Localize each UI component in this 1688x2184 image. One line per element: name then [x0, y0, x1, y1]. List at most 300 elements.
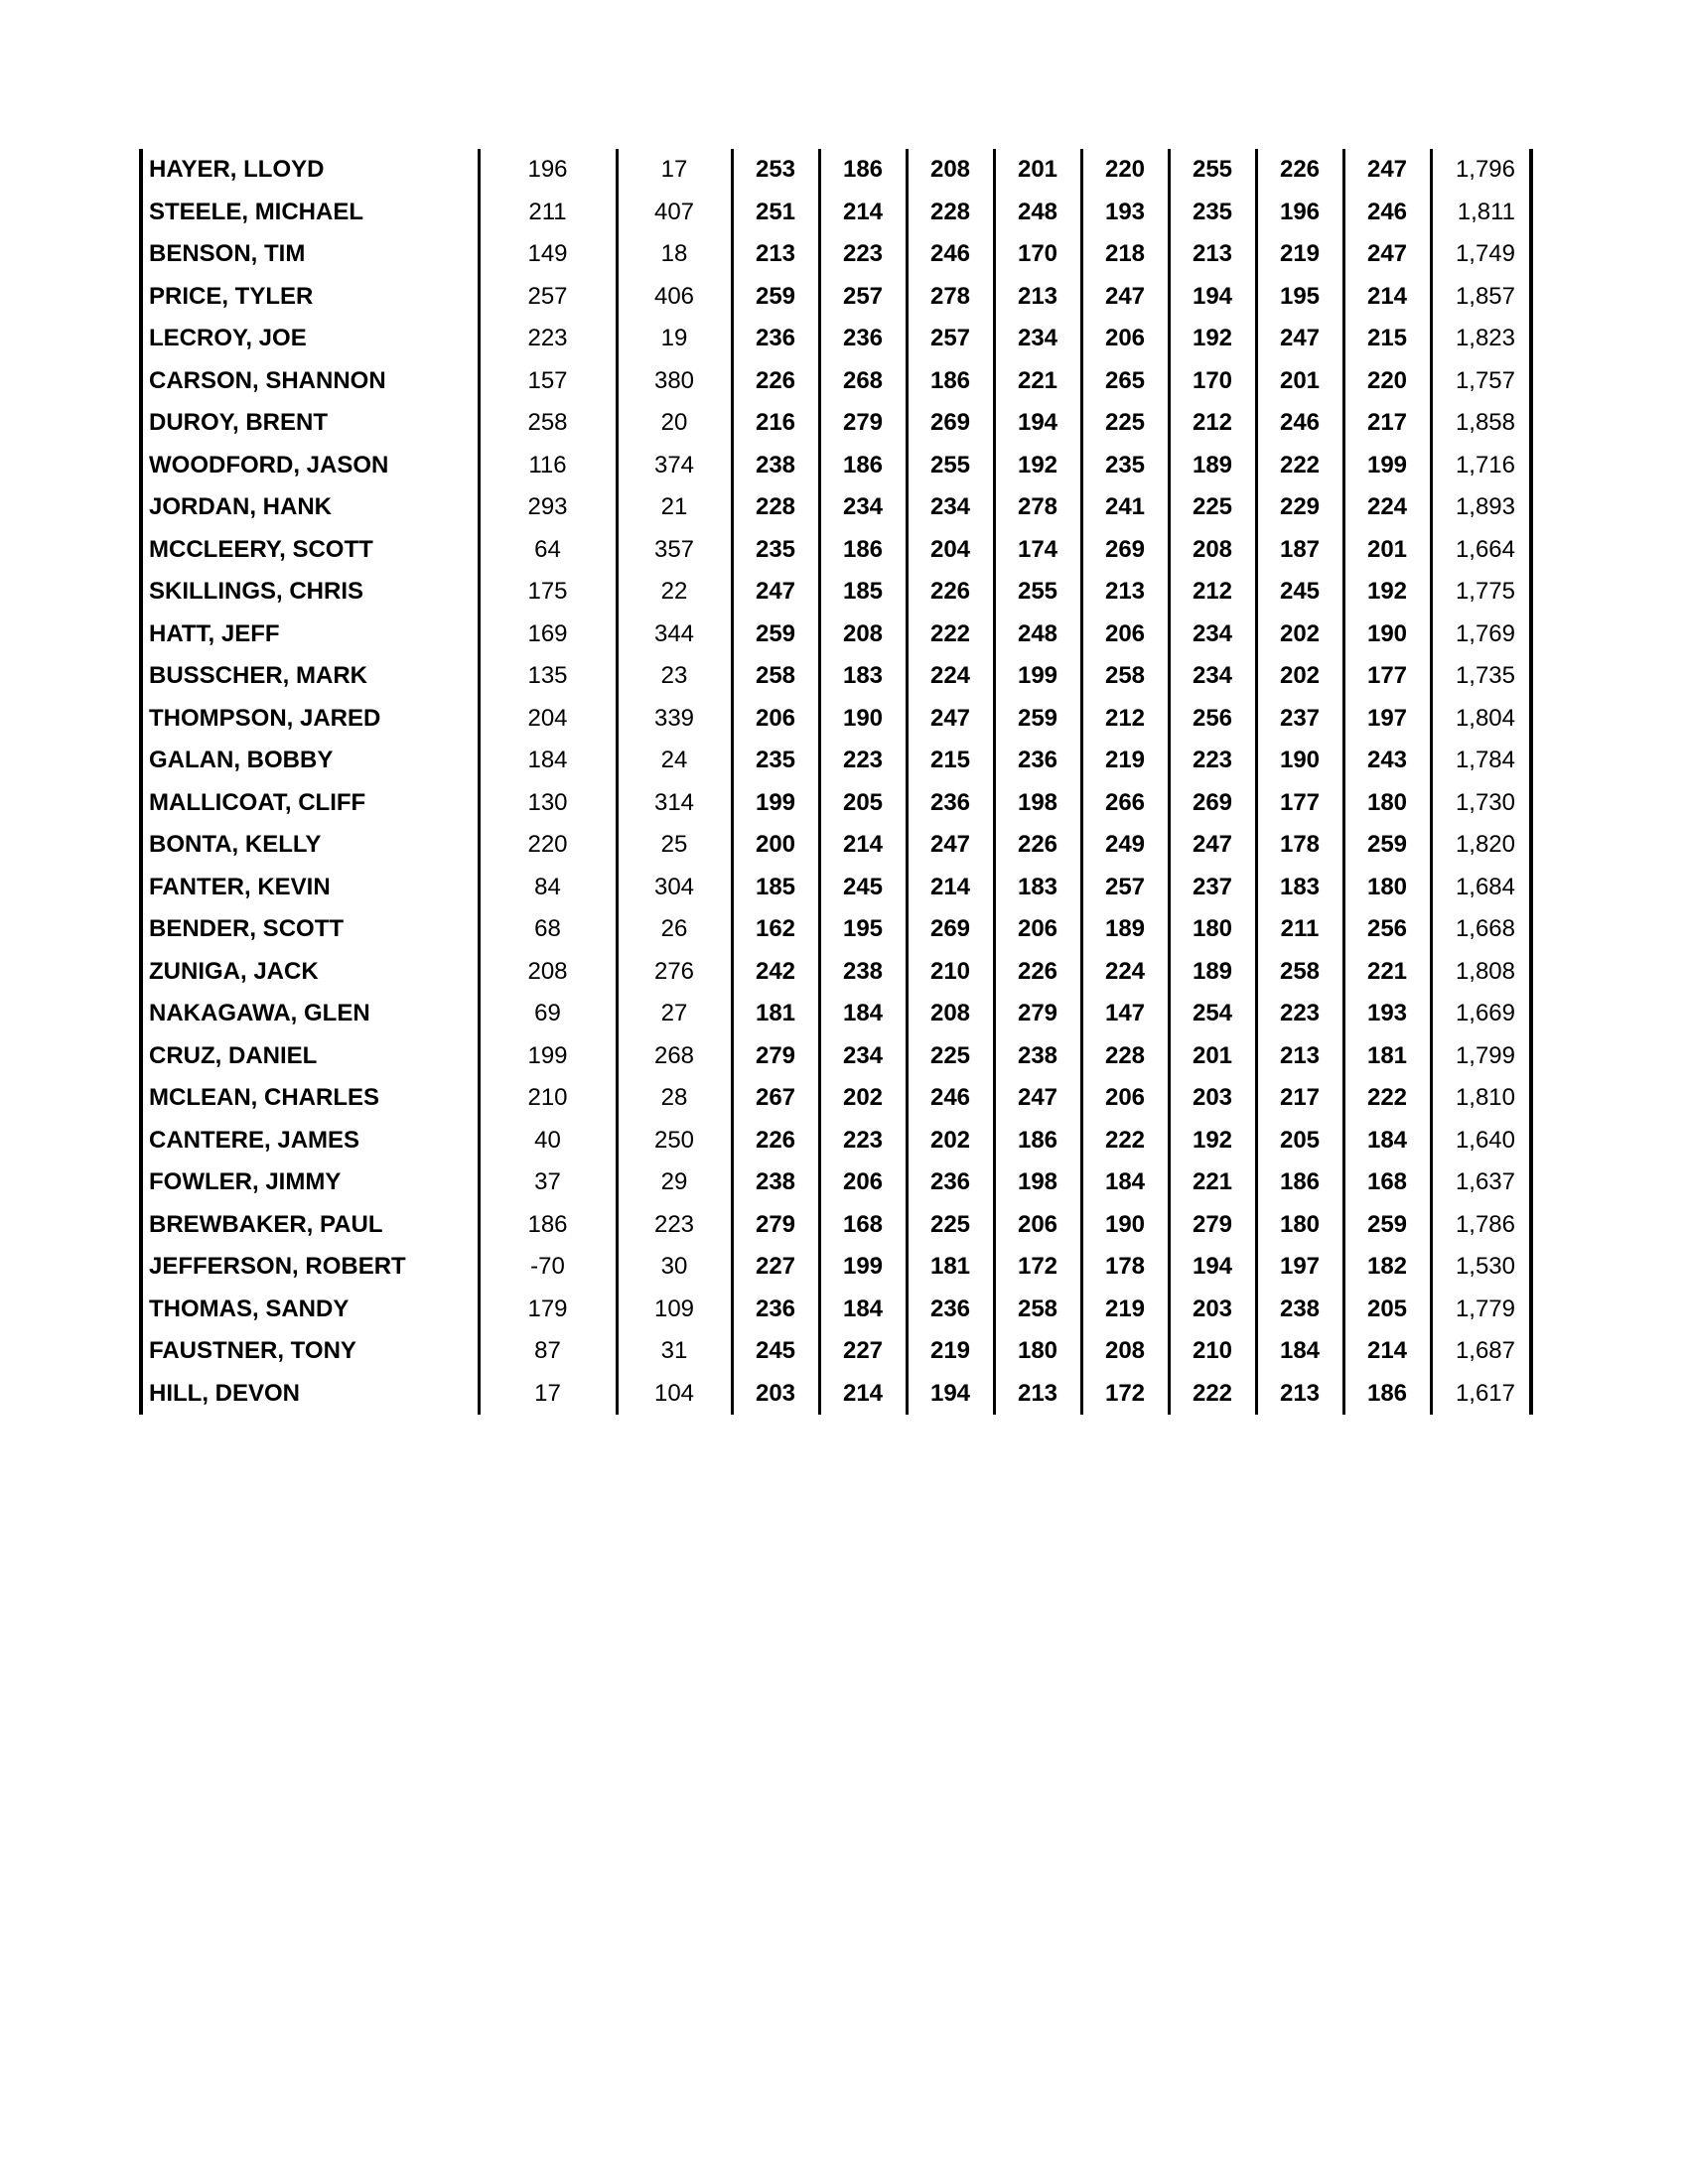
bowler-name: MCLEAN, CHARLES	[141, 1077, 479, 1120]
game-score-8: 205	[1343, 1289, 1431, 1331]
game-score-8: 193	[1343, 993, 1431, 1035]
cell-number: 339	[617, 698, 732, 741]
game-score-8: 180	[1343, 867, 1431, 909]
game-score-7: 202	[1256, 655, 1343, 698]
cell-value: 186	[479, 1204, 617, 1247]
game-score-6: 256	[1169, 698, 1256, 741]
game-score-8: 259	[1343, 1204, 1431, 1247]
game-score-3: 269	[907, 402, 994, 445]
game-score-5: 235	[1081, 445, 1169, 487]
total-score: 1,687	[1431, 1330, 1531, 1373]
game-score-4: 194	[994, 402, 1081, 445]
game-score-3: 246	[907, 1077, 994, 1120]
game-score-8: 181	[1343, 1035, 1431, 1078]
total-score: 1,769	[1431, 614, 1531, 656]
cell-value: 17	[479, 1373, 617, 1416]
bowler-name: CRUZ, DANIEL	[141, 1035, 479, 1078]
cell-value: 157	[479, 360, 617, 403]
game-score-1: 259	[732, 276, 819, 319]
table-row	[141, 698, 1531, 741]
table-row	[141, 993, 1531, 1035]
game-score-5: 193	[1081, 192, 1169, 234]
game-score-4: 180	[994, 1330, 1081, 1373]
total-score: 1,893	[1431, 486, 1531, 529]
game-score-1: 238	[732, 445, 819, 487]
game-score-2: 257	[819, 276, 907, 319]
game-score-1: 235	[732, 740, 819, 782]
bowler-name: JORDAN, HANK	[141, 486, 479, 529]
game-score-1: 253	[732, 149, 819, 192]
table-row	[141, 1204, 1531, 1247]
game-score-4: 221	[994, 360, 1081, 403]
game-score-7: 197	[1256, 1246, 1343, 1289]
game-score-1: 247	[732, 571, 819, 614]
game-score-7: 195	[1256, 276, 1343, 319]
total-score: 1,779	[1431, 1289, 1531, 1331]
bowler-name: FANTER, KEVIN	[141, 867, 479, 909]
game-score-5: 241	[1081, 486, 1169, 529]
game-score-6: 210	[1169, 1330, 1256, 1373]
cell-value: 184	[479, 740, 617, 782]
cell-value: 116	[479, 445, 617, 487]
score-table	[139, 149, 1533, 1415]
table-row	[141, 867, 1531, 909]
cell-value: 293	[479, 486, 617, 529]
game-score-3: 236	[907, 1289, 994, 1331]
game-score-6: 223	[1169, 740, 1256, 782]
game-score-3: 208	[907, 993, 994, 1035]
total-score: 1,640	[1431, 1120, 1531, 1162]
bowler-name: CARSON, SHANNON	[141, 360, 479, 403]
game-score-2: 186	[819, 529, 907, 572]
total-score: 1,669	[1431, 993, 1531, 1035]
table-row	[141, 445, 1531, 487]
table-row	[141, 740, 1531, 782]
cell-value: 169	[479, 614, 617, 656]
game-score-2: 223	[819, 1120, 907, 1162]
total-score: 1,668	[1431, 908, 1531, 951]
game-score-5: 266	[1081, 782, 1169, 825]
game-score-2: 184	[819, 1289, 907, 1331]
cell-number: 24	[617, 740, 732, 782]
game-score-4: 174	[994, 529, 1081, 572]
cell-number: 250	[617, 1120, 732, 1162]
game-score-3: 228	[907, 192, 994, 234]
game-score-3: 186	[907, 360, 994, 403]
cell-value: 220	[479, 824, 617, 867]
game-score-8: 247	[1343, 149, 1431, 192]
table-row	[141, 360, 1531, 403]
game-score-3: 247	[907, 824, 994, 867]
game-score-8: 217	[1343, 402, 1431, 445]
game-score-8: 221	[1343, 951, 1431, 994]
cell-number: 406	[617, 276, 732, 319]
cell-number: 268	[617, 1035, 732, 1078]
game-score-4: 186	[994, 1120, 1081, 1162]
cell-number: 26	[617, 908, 732, 951]
game-score-8: 168	[1343, 1161, 1431, 1204]
game-score-8: 222	[1343, 1077, 1431, 1120]
game-score-7: 196	[1256, 192, 1343, 234]
game-score-5: 220	[1081, 149, 1169, 192]
game-score-2: 168	[819, 1204, 907, 1247]
game-score-4: 213	[994, 1373, 1081, 1416]
game-score-8: 184	[1343, 1120, 1431, 1162]
table-row	[141, 192, 1531, 234]
game-score-8: 197	[1343, 698, 1431, 741]
game-score-2: 186	[819, 149, 907, 192]
game-score-5: 206	[1081, 318, 1169, 360]
game-score-2: 234	[819, 486, 907, 529]
table-row	[141, 1161, 1531, 1204]
game-score-2: 223	[819, 233, 907, 276]
game-score-8: 177	[1343, 655, 1431, 698]
cell-number: 344	[617, 614, 732, 656]
game-score-4: 183	[994, 867, 1081, 909]
game-score-3: 234	[907, 486, 994, 529]
game-score-3: 236	[907, 782, 994, 825]
cell-value: 135	[479, 655, 617, 698]
total-score: 1,757	[1431, 360, 1531, 403]
cell-value: 210	[479, 1077, 617, 1120]
table-row	[141, 1120, 1531, 1162]
game-score-3: 202	[907, 1120, 994, 1162]
game-score-1: 227	[732, 1246, 819, 1289]
game-score-4: 278	[994, 486, 1081, 529]
game-score-5: 228	[1081, 1035, 1169, 1078]
total-score: 1,857	[1431, 276, 1531, 319]
cell-number: 104	[617, 1373, 732, 1416]
table-row	[141, 1035, 1531, 1078]
game-score-7: 211	[1256, 908, 1343, 951]
total-score: 1,810	[1431, 1077, 1531, 1120]
game-score-4: 255	[994, 571, 1081, 614]
game-score-2: 279	[819, 402, 907, 445]
total-score: 1,786	[1431, 1204, 1531, 1247]
game-score-5: 208	[1081, 1330, 1169, 1373]
cell-value: 204	[479, 698, 617, 741]
bowler-name: BENDER, SCOTT	[141, 908, 479, 951]
game-score-2: 238	[819, 951, 907, 994]
bowler-name: FAUSTNER, TONY	[141, 1330, 479, 1373]
total-score: 1,784	[1431, 740, 1531, 782]
cell-value: 196	[479, 149, 617, 192]
score-table-body	[141, 149, 1531, 1415]
total-score: 1,796	[1431, 149, 1531, 192]
game-score-8: 201	[1343, 529, 1431, 572]
game-score-6: 201	[1169, 1035, 1256, 1078]
cell-value: 68	[479, 908, 617, 951]
game-score-1: 200	[732, 824, 819, 867]
game-score-4: 206	[994, 1204, 1081, 1247]
game-score-7: 219	[1256, 233, 1343, 276]
game-score-3: 225	[907, 1204, 994, 1247]
cell-number: 314	[617, 782, 732, 825]
bowler-name: BREWBAKER, PAUL	[141, 1204, 479, 1247]
total-score: 1,684	[1431, 867, 1531, 909]
game-score-1: 279	[732, 1035, 819, 1078]
game-score-7: 213	[1256, 1373, 1343, 1416]
game-score-6: 189	[1169, 445, 1256, 487]
game-score-5: 219	[1081, 1289, 1169, 1331]
cell-number: 22	[617, 571, 732, 614]
game-score-2: 202	[819, 1077, 907, 1120]
game-score-4: 206	[994, 908, 1081, 951]
game-score-7: 226	[1256, 149, 1343, 192]
bowler-name: BONTA, KELLY	[141, 824, 479, 867]
game-score-3: 219	[907, 1330, 994, 1373]
game-score-7: 258	[1256, 951, 1343, 994]
table-row	[141, 529, 1531, 572]
game-score-1: 226	[732, 1120, 819, 1162]
total-score: 1,811	[1431, 192, 1531, 234]
game-score-1: 236	[732, 318, 819, 360]
game-score-7: 177	[1256, 782, 1343, 825]
game-score-2: 183	[819, 655, 907, 698]
game-score-7: 184	[1256, 1330, 1343, 1373]
game-score-5: 222	[1081, 1120, 1169, 1162]
total-score: 1,775	[1431, 571, 1531, 614]
cell-number: 17	[617, 149, 732, 192]
game-score-6: 221	[1169, 1161, 1256, 1204]
game-score-4: 172	[994, 1246, 1081, 1289]
game-score-2: 205	[819, 782, 907, 825]
game-score-4: 198	[994, 782, 1081, 825]
table-row	[141, 951, 1531, 994]
game-score-4: 201	[994, 149, 1081, 192]
game-score-5: 206	[1081, 1077, 1169, 1120]
game-score-8: 247	[1343, 233, 1431, 276]
game-score-2: 206	[819, 1161, 907, 1204]
bowler-name: NAKAGAWA, GLEN	[141, 993, 479, 1035]
game-score-8: 243	[1343, 740, 1431, 782]
game-score-7: 237	[1256, 698, 1343, 741]
game-score-2: 186	[819, 445, 907, 487]
game-score-5: 172	[1081, 1373, 1169, 1416]
cell-number: 25	[617, 824, 732, 867]
game-score-1: 267	[732, 1077, 819, 1120]
cell-number: 276	[617, 951, 732, 994]
game-score-6: 234	[1169, 655, 1256, 698]
game-score-7: 217	[1256, 1077, 1343, 1120]
game-score-7: 187	[1256, 529, 1343, 572]
game-score-4: 259	[994, 698, 1081, 741]
game-score-8: 246	[1343, 192, 1431, 234]
cell-value: -70	[479, 1246, 617, 1289]
game-score-3: 255	[907, 445, 994, 487]
bowler-name: MALLICOAT, CLIFF	[141, 782, 479, 825]
game-score-4: 248	[994, 192, 1081, 234]
table-row	[141, 1330, 1531, 1373]
bowler-name: DUROY, BRENT	[141, 402, 479, 445]
game-score-7: 202	[1256, 614, 1343, 656]
table-row	[141, 233, 1531, 276]
game-score-1: 199	[732, 782, 819, 825]
total-score: 1,804	[1431, 698, 1531, 741]
game-score-8: 220	[1343, 360, 1431, 403]
game-score-7: 213	[1256, 1035, 1343, 1078]
game-score-1: 162	[732, 908, 819, 951]
cell-value: 69	[479, 993, 617, 1035]
game-score-8: 186	[1343, 1373, 1431, 1416]
game-score-1: 216	[732, 402, 819, 445]
game-score-1: 251	[732, 192, 819, 234]
bowler-name: LECROY, JOE	[141, 318, 479, 360]
game-score-1: 228	[732, 486, 819, 529]
game-score-3: 257	[907, 318, 994, 360]
total-score: 1,735	[1431, 655, 1531, 698]
game-score-6: 212	[1169, 571, 1256, 614]
game-score-3: 194	[907, 1373, 994, 1416]
game-score-1: 185	[732, 867, 819, 909]
game-score-8: 214	[1343, 1330, 1431, 1373]
total-score: 1,716	[1431, 445, 1531, 487]
cell-value: 64	[479, 529, 617, 572]
cell-number: 31	[617, 1330, 732, 1373]
game-score-7: 190	[1256, 740, 1343, 782]
game-score-2: 245	[819, 867, 907, 909]
game-score-4: 234	[994, 318, 1081, 360]
game-score-1: 238	[732, 1161, 819, 1204]
game-score-2: 208	[819, 614, 907, 656]
game-score-8: 192	[1343, 571, 1431, 614]
cell-value: 84	[479, 867, 617, 909]
game-score-1: 258	[732, 655, 819, 698]
cell-number: 357	[617, 529, 732, 572]
game-score-5: 206	[1081, 614, 1169, 656]
cell-value: 130	[479, 782, 617, 825]
table-row	[141, 486, 1531, 529]
game-score-5: 219	[1081, 740, 1169, 782]
cell-number: 109	[617, 1289, 732, 1331]
game-score-2: 234	[819, 1035, 907, 1078]
bowler-name: MCCLEERY, SCOTT	[141, 529, 479, 572]
total-score: 1,617	[1431, 1373, 1531, 1416]
cell-number: 223	[617, 1204, 732, 1247]
game-score-5: 218	[1081, 233, 1169, 276]
game-score-6: 194	[1169, 276, 1256, 319]
game-score-8: 224	[1343, 486, 1431, 529]
cell-number: 19	[617, 318, 732, 360]
game-score-7: 246	[1256, 402, 1343, 445]
cell-number: 374	[617, 445, 732, 487]
game-score-2: 268	[819, 360, 907, 403]
game-score-3: 210	[907, 951, 994, 994]
game-score-5: 249	[1081, 824, 1169, 867]
game-score-6: 194	[1169, 1246, 1256, 1289]
game-score-3: 222	[907, 614, 994, 656]
game-score-3: 224	[907, 655, 994, 698]
bowler-name: BENSON, TIM	[141, 233, 479, 276]
game-score-1: 242	[732, 951, 819, 994]
game-score-7: 186	[1256, 1161, 1343, 1204]
game-score-6: 254	[1169, 993, 1256, 1035]
game-score-4: 279	[994, 993, 1081, 1035]
game-score-2: 184	[819, 993, 907, 1035]
bowler-name: JEFFERSON, ROBERT	[141, 1246, 479, 1289]
table-row	[141, 908, 1531, 951]
game-score-2: 236	[819, 318, 907, 360]
game-score-5: 257	[1081, 867, 1169, 909]
game-score-7: 223	[1256, 993, 1343, 1035]
game-score-2: 214	[819, 824, 907, 867]
game-score-4: 192	[994, 445, 1081, 487]
table-row	[141, 1373, 1531, 1416]
cell-number: 304	[617, 867, 732, 909]
cell-value: 87	[479, 1330, 617, 1373]
game-score-7: 178	[1256, 824, 1343, 867]
table-row	[141, 655, 1531, 698]
cell-value: 179	[479, 1289, 617, 1331]
game-score-8: 259	[1343, 824, 1431, 867]
game-score-6: 247	[1169, 824, 1256, 867]
game-score-7: 245	[1256, 571, 1343, 614]
game-score-6: 192	[1169, 318, 1256, 360]
game-score-6: 189	[1169, 951, 1256, 994]
bowler-name: FOWLER, JIMMY	[141, 1161, 479, 1204]
game-score-3: 225	[907, 1035, 994, 1078]
bowler-name: THOMAS, SANDY	[141, 1289, 479, 1331]
game-score-5: 225	[1081, 402, 1169, 445]
table-row	[141, 782, 1531, 825]
bowler-name: SKILLINGS, CHRIS	[141, 571, 479, 614]
game-score-8: 190	[1343, 614, 1431, 656]
game-score-4: 213	[994, 276, 1081, 319]
bowler-name: STEELE, MICHAEL	[141, 192, 479, 234]
game-score-6: 208	[1169, 529, 1256, 572]
game-score-1: 245	[732, 1330, 819, 1373]
game-score-4: 247	[994, 1077, 1081, 1120]
game-score-3: 204	[907, 529, 994, 572]
game-score-2: 214	[819, 192, 907, 234]
game-score-3: 226	[907, 571, 994, 614]
table-row	[141, 824, 1531, 867]
game-score-1: 279	[732, 1204, 819, 1247]
game-score-6: 192	[1169, 1120, 1256, 1162]
game-score-5: 224	[1081, 951, 1169, 994]
game-score-5: 178	[1081, 1246, 1169, 1289]
total-score: 1,858	[1431, 402, 1531, 445]
total-score: 1,808	[1431, 951, 1531, 994]
total-score: 1,637	[1431, 1161, 1531, 1204]
game-score-4: 198	[994, 1161, 1081, 1204]
game-score-3: 246	[907, 233, 994, 276]
cell-number: 20	[617, 402, 732, 445]
bowler-name: THOMPSON, JARED	[141, 698, 479, 741]
game-score-8: 199	[1343, 445, 1431, 487]
game-score-8: 180	[1343, 782, 1431, 825]
cell-number: 407	[617, 192, 732, 234]
table-row	[141, 276, 1531, 319]
game-score-7: 201	[1256, 360, 1343, 403]
game-score-1: 235	[732, 529, 819, 572]
cell-value: 149	[479, 233, 617, 276]
game-score-8: 214	[1343, 276, 1431, 319]
cell-number: 380	[617, 360, 732, 403]
game-score-6: 222	[1169, 1373, 1256, 1416]
game-score-5: 247	[1081, 276, 1169, 319]
game-score-2: 185	[819, 571, 907, 614]
game-score-3: 208	[907, 149, 994, 192]
cell-number: 27	[617, 993, 732, 1035]
game-score-7: 205	[1256, 1120, 1343, 1162]
table-row	[141, 571, 1531, 614]
game-score-8: 256	[1343, 908, 1431, 951]
table-row	[141, 149, 1531, 192]
game-score-7: 247	[1256, 318, 1343, 360]
game-score-1: 203	[732, 1373, 819, 1416]
game-score-5: 213	[1081, 571, 1169, 614]
